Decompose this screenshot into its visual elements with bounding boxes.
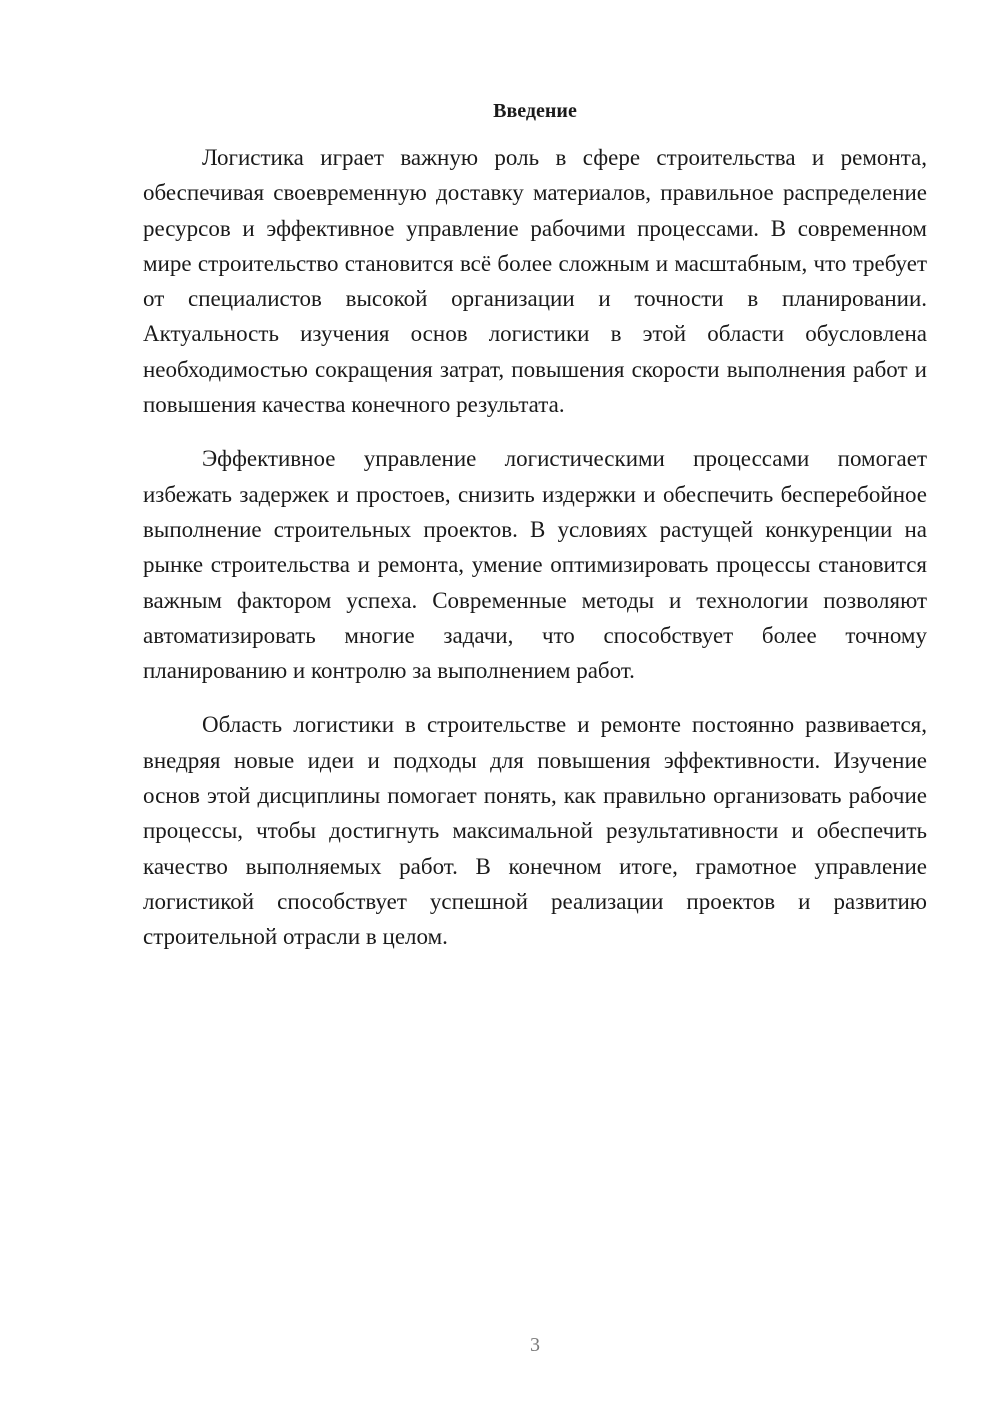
section-heading: Введение: [493, 100, 577, 122]
paragraph-2: Эффективное управление логистическими процессами помогает избежать задержек и простоев, снизить издержки и обеспечить бесперебойное выполнение строительных проектов. В условиях растущей конкуренции на рынке строительства и ремонта, умение оптимизировать процессы становится важным фактором успеха. Современные методы и технологии позволяют автоматизировать многие задачи, что способствует более точному планированию и контролю за выполнением работ.: [143, 446, 927, 684]
page-number: 3: [530, 1334, 540, 1356]
body-text: [143, 140, 927, 974]
paragraph-3: Область логистики в строительстве и ремонте постоянно развивается, внедряя новые идеи и подходы для повышения эффективности. Изучение основ этой дисциплины помогает понять, как правильно организовать рабочие процессы, чтобы достигнуть максимальной результативности и обеспечить качество выполняемых работ. В конечном итоге, грамотное управление логистикой способствует успешной реализации проектов и развитию строительной отрасли в целом.: [143, 712, 927, 950]
paragraph-1: Логистика играет важную роль в сфере строительства и ремонта, обеспечивая своевременную доставку материалов, правильное распределение ресурсов и эффективное управление рабочими процессами. В современном мире строительство становится всё более сложным и масштабным, что требует от специалистов высокой организации и точности в планировании. Актуальность изучения основ логистики в этой области обусловлена необходимостью сокращения затрат, повышения скорости выполнения работ и повышения качества конечного результата.: [143, 145, 927, 418]
